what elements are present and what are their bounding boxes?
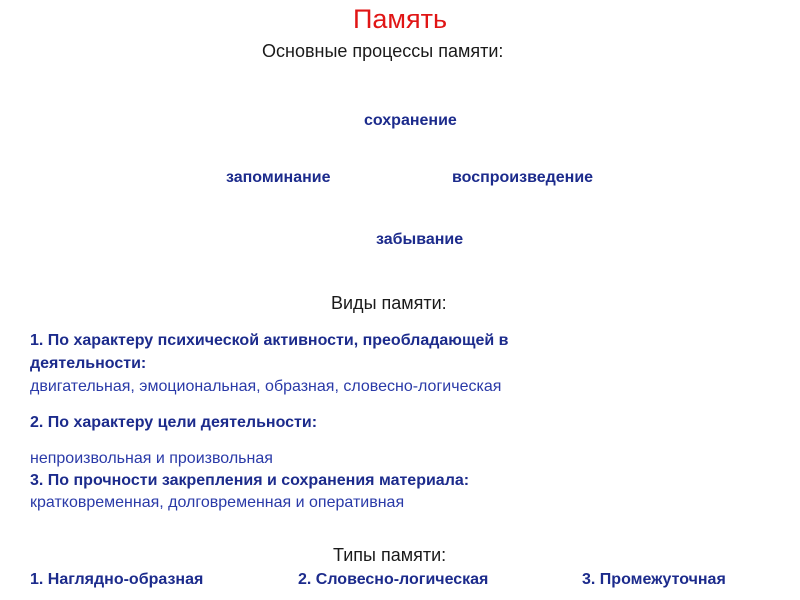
memory-type-2: 2. Словесно-логическая (298, 571, 489, 588)
process-memorizing: запоминание (226, 169, 331, 186)
kinds-heading: Виды памяти: (331, 293, 447, 313)
process-forgetting: забывание (376, 231, 464, 248)
kind-1-heading-line1: 1. По характеру психической активности, преобладающей в (30, 332, 509, 349)
page-title: Память (352, 4, 448, 34)
kind-2-heading: 2. По характеру цели деятельности: (30, 414, 318, 431)
kind-2-body: непроизвольная и произвольная (30, 450, 273, 467)
kind-1-heading-line2: деятельности: (30, 355, 147, 372)
memory-type-1: 1. Наглядно-образная (30, 571, 204, 588)
types-heading: Типы памяти: (333, 545, 447, 565)
kind-1-body: двигательная, эмоциональная, образная, словесно-логическая (30, 378, 502, 395)
memory-type-3: 3. Промежуточная (582, 571, 726, 588)
processes-subtitle: Основные процессы памяти: (262, 41, 504, 61)
kind-3-heading: 3. По прочности закрепления и сохранения материала: (30, 472, 470, 489)
process-reproduction: воспроизведение (452, 169, 594, 186)
process-preservation: сохранение (364, 112, 457, 129)
kind-3-body: кратковременная, долговременная и оперативная (30, 494, 405, 511)
